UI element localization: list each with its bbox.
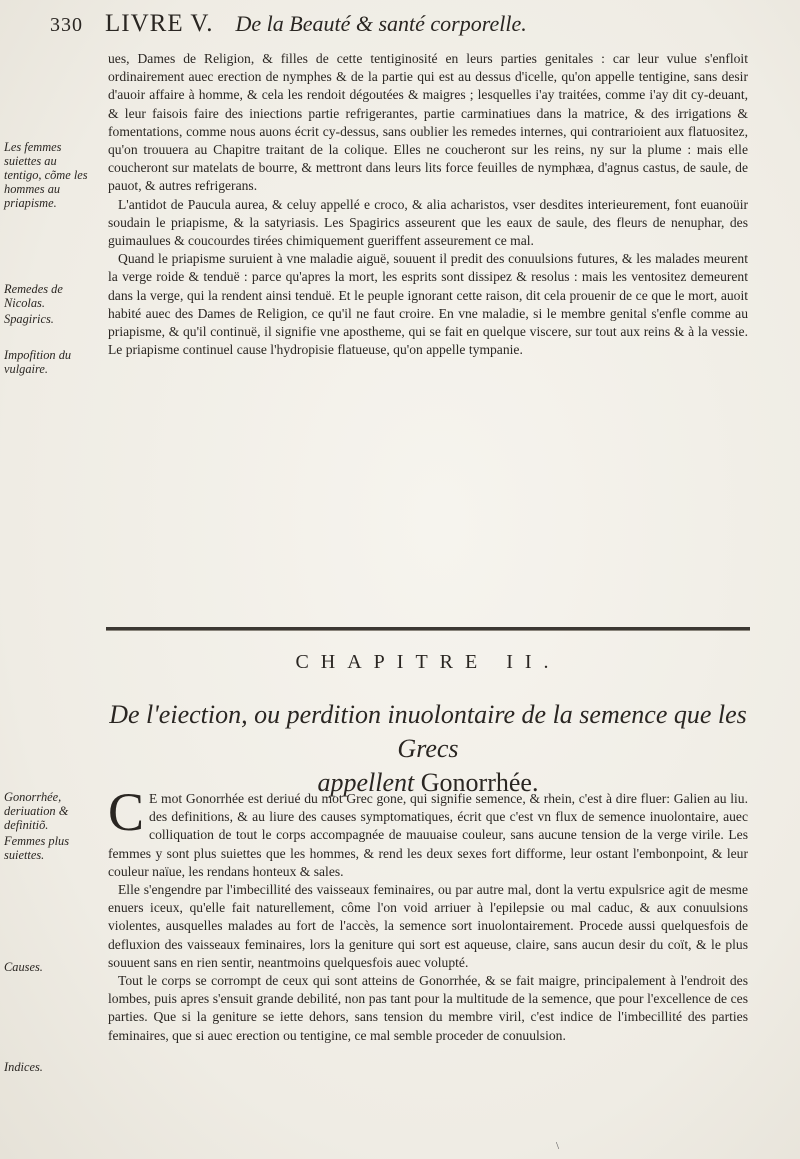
drop-cap: C	[108, 782, 145, 842]
margin-note: Impofition du vulgaire.	[4, 348, 72, 376]
paragraph: L'antidot de Paucula aurea, & celuy appellé e croco, & alia acharistos, vser desdites interieurement, font euanoüir soudain le priapisme, & la satyriasis. Les Spagirics asseurent que les eaux de saule, des fleurs de nenuphar, des guimaulues & coucourdes tirées chimiquement gueriffent asseurement ce mal.	[108, 196, 748, 249]
chapter-heading: CHAPITRE II.	[295, 651, 561, 673]
chapter-title-italic: appellent	[317, 768, 415, 797]
chapter-title-roman: Gonorrhée.	[420, 768, 539, 797]
section-rule	[106, 627, 750, 631]
margin-note: Indices.	[4, 1060, 43, 1074]
margin-note: Les femmes suiettes au tentigo, cõme les hommes au priapisme.	[4, 140, 88, 210]
paragraph: Quand le priapisme suruient à vne maladie aiguë, souuent il predit des conuulsions futures, & les malades meurent la verge roide & tenduë : parce qu'apres la mort, les esprits sont dissipez & resolus : mais les ventositez demeurent dans la verge, qui la rendent ainsi tenduë. Et le peuple ignorant cette raison, dit cela prouenir de ce que le mort, auoit habité auec des Dames de Religion, ce qu'il ne faut croire. En vne maladie, si le membre genital s'enfle comme au priapisme, & qu'il continuë, il signifie vne apostheme, qui se fait en quelque viscere, sur tout aux reins & à la vessie. Le priapisme continuel cause l'hydropisie flatueuse, qu'on appelle tympanie.	[108, 251, 748, 358]
margin-note: Femmes plus suiettes.	[4, 834, 70, 862]
margin-note: Remedes de Nicolas.	[4, 282, 63, 310]
chapter-title	[108, 698, 748, 800]
footer-mark: \	[556, 1140, 560, 1152]
paragraph-text: E mot Gonorrhée est deriué du mot Grec gone, qui signifie semence, & rhein, c'est à dire fluer: Galien au liu. des definitions, & au liure des causes symptomatiques, écrit que c'est vn flux de semence inuolontaire, auec colliquation de tout le corps accompagnée de mauuaise couleur, sans aucune tension de la verge virile. Les femmes y sont plus suiettes que les hommes, & rend les deux sexes fort difforme, leur ostant l'embonpoint, & leur couleur naïue, les rendans honteux & sales.	[108, 791, 748, 879]
margin-note: Causes.	[4, 960, 43, 974]
chapter-title-line: De l'eiection, ou perdition inuolontaire de la semence que les Grecs	[109, 700, 747, 763]
running-head: LIVRE V.	[105, 10, 214, 37]
margin-note: Gonorrhée, deriuation & definitiõ.	[4, 790, 69, 832]
paragraph: Tout le corps se corrompt de ceux qui sont atteins de Gonorrhée, & se fait maigre, principalement à l'endroit des lombes, puis apres s'ensuit grande debilité, non pas tant pour la multitude de la semence, que pour l'excellence de ces parties. Que si la geniture se iette dehors, sans tension du membre viril, c'est indice de l'imbecillité des parties feminaires, que si auec erection ou tentigine, ce mal semble proceder de conuulsion.	[108, 973, 748, 1043]
page-number: 330	[50, 14, 83, 36]
page-header	[50, 10, 750, 46]
running-title: De la Beauté & santé corporelle.	[235, 11, 527, 36]
top-text-block	[108, 50, 748, 359]
margin-note: Spagirics.	[4, 312, 54, 326]
paragraph: ues, Dames de Religion, & filles de cette tentiginosité en leurs parties genitales : car leur vulue s'enfloit ordinairement auec erection de nymphes & de la partie qui est au dessus d'icelle, qu'on appelle tentigine, sans desir d'auoir affaire à homme, & cela les rendoit dégoutées & maigres ; lesquelles i'ay traitées, comme i'ay dit cy-deuant, & leur faisois faire des iniections partie refrigerantes, partie carminatiues dans la matrice, & des irrigations & fomentations, comme nous auons écrit cy-dessus, sans oublier les remedes internes, qui contrarioient aux flatuositez, qu'on trouuera au Chapitre traitant de la colique. Elles ne coucheront sur les reins, ny sur la plume : mais elle coucheront sur matelats de bourre, & mettront dans leurs lits force feuilles de nymphæa, d'agnus castus, de saule, de pauot, & autres refrigerans.	[108, 51, 748, 194]
paragraph: Elle s'engendre par l'imbecillité des vaisseaux feminaires, ou par autre mal, dont la vertu expulsrice agit de mesme enuers iceux, qu'elle fait naturellement, côme l'on void arriuer à l'epilepsie ou mal caduc, & aux conuulsions violentes, ausquelles malades au fort de l'accès, la semence sort inuolontairement. Procede aussi quelquesfois de defluxion des vaisseaux feminaires, lors la geniture qui sort est aqueuse, claire, sans aucun desir du coït, & le plus souuent sans en rien sentir, neantmoins quelquesfois auec volupté.	[108, 882, 748, 970]
